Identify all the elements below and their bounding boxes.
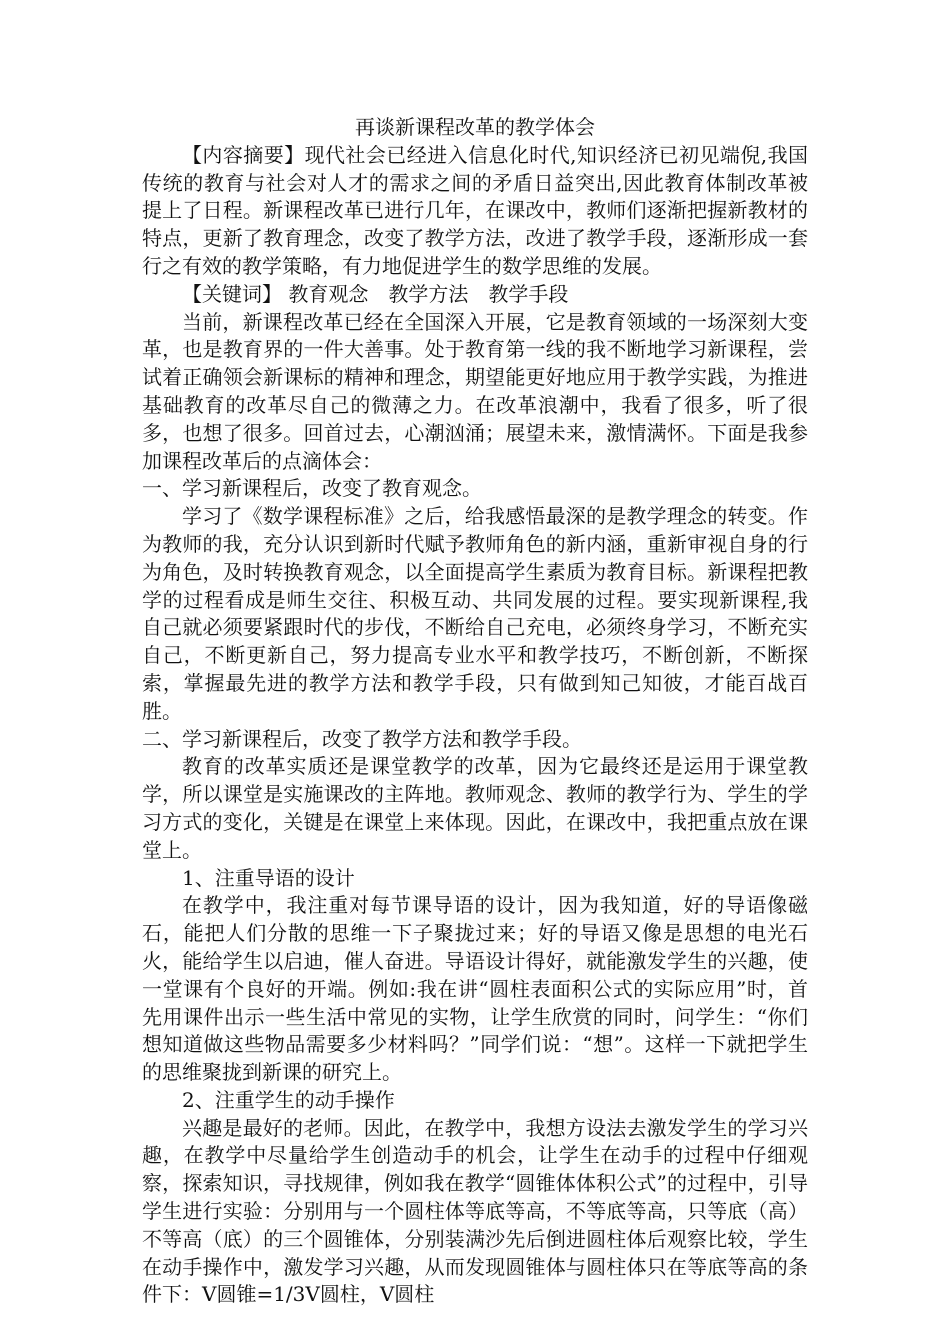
abstract-paragraph: 【内容摘要】现代社会已经进入信息化时代,知识经济已初见端倪,我国传统的教育与社会对人才的需求之间的矛盾日益突出,因此教育体制改革被提上了日程。新课程改革已进行几年，在课改中，教师们逐渐把握新教材的特点，更新了教育理念，改变了教学方法，改进了教学手段，逐渐形成一套行之有效的教学策略，有力地促进学生的数学思维的发展。 <box>142 142 808 278</box>
section-body-2: 教育的改革实质还是课堂教学的改革，因为它最终还是运用于课堂教学，所以课堂是实施课改的主阵地。教师观念、教师的教学行为、学生的学习方式的变化，关键是在课堂上来体现。因此，在课改中，我把重点放在课堂上。 <box>142 754 808 862</box>
keyword-item: 教学手段 <box>488 281 569 306</box>
keywords-line <box>142 281 808 309</box>
section-heading-1: 一、学习新课程后，改变了教育观念。 <box>142 476 482 501</box>
subsection-body-1: 在教学中，我注重对每节课导语的设计，因为我知道，好的导语像磁石，能把人们分散的思维一下子聚拢过来；好的导语又像是思想的电光石火，能给学生以启迪，催人奋进。导语设计得好，就能激发学生的兴趣，使一堂课有个良好的开端。例如:我在讲“圆柱表面积公式的实际应用”时，首先用课件出示一些生活中常见的实物，让学生欣赏的同时，问学生：“你们想知道做这些物品需要多少材料吗？”同学们说：“想”。这样一下就把学生的思维聚拢到新课的研究上。 <box>142 893 808 1085</box>
document-title: 再谈新课程改革的教学体会 <box>355 115 595 139</box>
subsection-heading-1: 1、注重导语的设计 <box>182 865 355 890</box>
subsection-body-2: 兴趣是最好的老师。因此，在教学中，我想方设法去激发学生的学习兴趣，在教学中尽量给学生创造动手的机会，让学生在动手的过程中仔细观察，探索知识，寻找规律，例如我在教学“圆锥体体积公式”的过程中，引导学生进行实验：分别用与一个圆柱体等底等高，不等底等高，只等底（高）不等高（底）的三个圆锥体，分别装满沙先后倒进圆柱体后观察比较，学生在动手操作中，激发学习兴趣，从而发现圆锥体与圆柱体只在等底等高的条件下：V圆锥=1/3V圆柱，V圆柱 <box>142 1115 808 1307</box>
keyword-item: 教育观念 <box>288 281 369 306</box>
keyword-item: 教学方法 <box>388 281 469 306</box>
intro-paragraph: 当前，新课程改革已经在全国深入开展，它是教育领域的一场深刻大变革，也是教育界的一件大善事。处于教育第一线的我不断地学习新课程，尝试着正确领会新课标的精神和理念，期望能更好地应用于教学实践，为推进基础教育的改革尽自己的微薄之力。在改革浪潮中，我看了很多，听了很多，也想了很多。回首过去，心潮汹涌；展望未来，激情满怀。下面是我参加课程改革后的点滴体会： <box>142 309 808 473</box>
subsection-heading-2: 2、注重学生的动手操作 <box>182 1087 395 1112</box>
keywords-label: 【关键词】 <box>182 281 282 306</box>
section-heading-2: 二、学习新课程后，改变了教学方法和教学手段。 <box>142 726 582 751</box>
section-body-1: 学习了《数学课程标准》之后，给我感悟最深的是教学理念的转变。作为教师的我，充分认识到新时代赋予教师角色的新内涵，重新审视自身的行为角色，及时转换教育观念，以全面提高学生素质为教育目标。新课程把教学的过程看成是师生交往、积极互动、共同发展的过程。要实现新课程,我自己就必须要紧跟时代的步伐，不断给自己充电，必须终身学习，不断充实自己，不断更新自己，努力提高专业水平和教学技巧，不断创新，不断探索，掌握最先进的教学方法和教学手段，只有做到知己知彼，才能百战百胜。 <box>142 504 808 723</box>
document-page <box>142 114 808 1309</box>
